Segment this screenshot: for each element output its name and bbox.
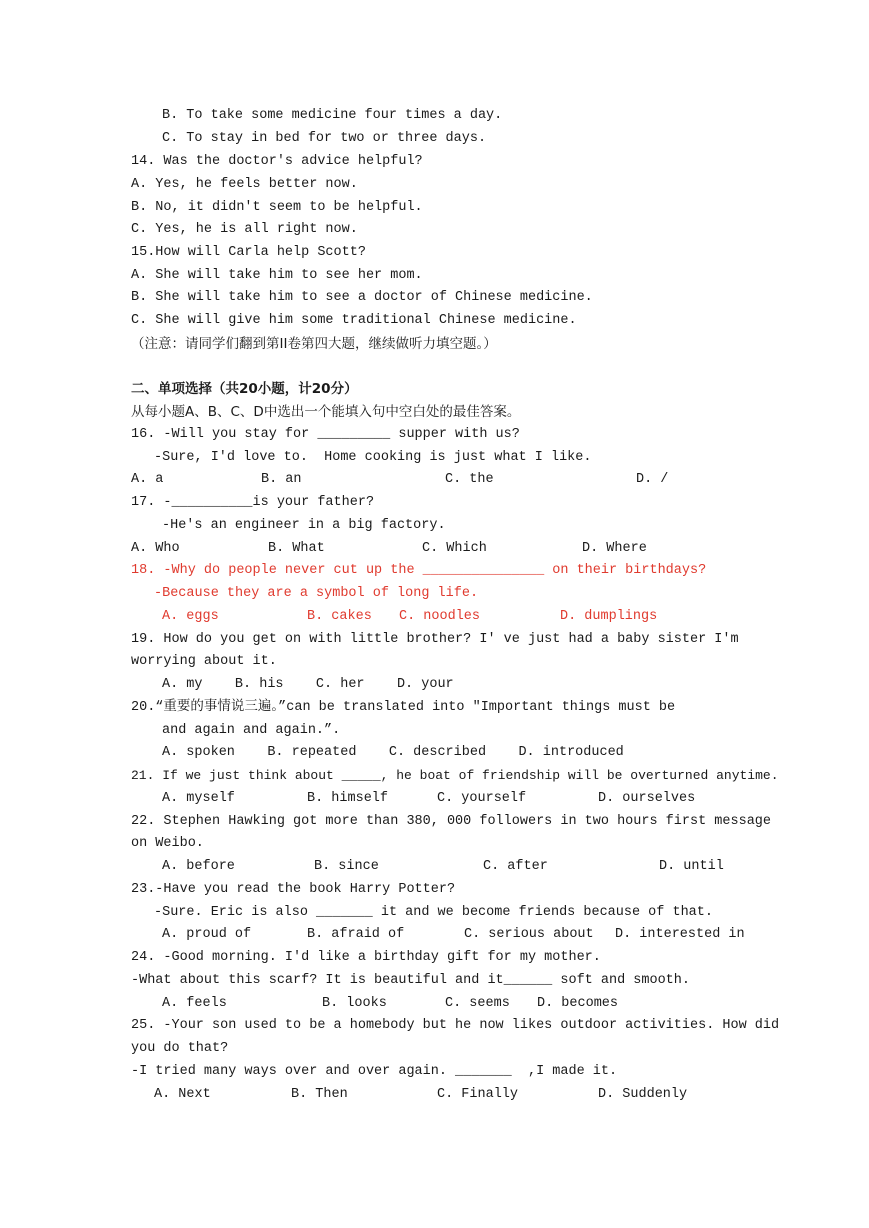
q22-stem-cont: on Weibo. <box>131 836 204 851</box>
q18-option-b: B. cakes <box>307 609 372 624</box>
q22-option-c: C. after <box>483 859 548 874</box>
q25-option-c: C. Finally <box>437 1087 519 1102</box>
q15-option-c: C. She will give him some traditional Chinese medicine. <box>131 313 577 328</box>
section-instruction: 从每小题A、B、C、D中选出一个能填入句中空白处的最佳答案。 <box>131 404 521 420</box>
q22-option-d: D. until <box>659 859 724 874</box>
q17-option-b: B. What <box>268 541 325 556</box>
q16-option-d: D. / <box>636 472 669 487</box>
q25-stem: 25. -Your son used to be a homebody but he now likes outdoor activities. How did <box>131 1018 780 1033</box>
q25-stem-cont: you do that? <box>131 1041 229 1056</box>
q20-stem-cont: and again and again.”. <box>162 723 341 738</box>
q24-response: -What about this scarf? It is beautiful and it______ soft and smooth. <box>131 973 690 988</box>
q16-response: -Sure, I'd love to. Home cooking is just what I like. <box>154 450 592 465</box>
q21-option-d: D. ourselves <box>598 791 696 806</box>
q14-option-b: B. No, it didn't seem to be helpful. <box>131 200 423 215</box>
q21-option-b: B. himself <box>307 791 389 806</box>
q21-option-c: C. yourself <box>437 791 527 806</box>
q25-option-a: A. Next <box>154 1087 211 1102</box>
q23-option-a: A. proud of <box>162 927 252 942</box>
q17-option-c: C. Which <box>422 541 487 556</box>
q24-option-c: C. seems <box>445 996 510 1011</box>
q16-option-c: C. the <box>445 472 494 487</box>
q20-options: A. spoken B. repeated C. described D. introduced <box>162 745 624 760</box>
q24-option-d: D. becomes <box>537 996 619 1011</box>
q16-option-b: B. an <box>261 472 302 487</box>
q17-stem: 17. -__________is your father? <box>131 495 375 510</box>
q25-option-b: B. Then <box>291 1087 348 1102</box>
q16-stem: 16. -Will you stay for _________ supper with us? <box>131 427 520 442</box>
q13-option-b: B. To take some medicine four times a day. <box>162 108 503 123</box>
note: （注意：请同学们翻到第II卷第四大题，继续做听力填空题。） <box>131 336 497 352</box>
q13-option-c: C. To stay in bed for two or three days. <box>162 131 487 146</box>
q14-stem: 14. Was the doctor's advice helpful? <box>131 154 423 169</box>
q23-response: -Sure. Eric is also _______ it and we become friends because of that. <box>154 905 713 920</box>
q15-option-a: A. She will take him to see her mom. <box>131 268 423 283</box>
q24-option-a: A. feels <box>162 996 227 1011</box>
q18-option-d: D. dumplings <box>560 609 658 624</box>
q18-stem: 18. -Why do people never cut up the _______________ on their birthdays? <box>131 563 707 578</box>
q18-option-c: C. noodles <box>399 609 481 624</box>
q16-option-a: A. a <box>131 472 164 487</box>
q23-option-d: D. interested in <box>615 927 745 942</box>
q21-stem: 21. If we just think about _____, he boat of friendship will be overturned anytime. <box>131 768 779 783</box>
q23-stem: 23.-Have you read the book Harry Potter? <box>131 882 456 897</box>
q22-stem: 22. Stephen Hawking got more than 380, 000 followers in two hours first message <box>131 814 772 829</box>
q23-option-b: B. afraid of <box>307 927 405 942</box>
q22-option-a: A. before <box>162 859 235 874</box>
q15-option-b: B. She will take him to see a doctor of Chinese medicine. <box>131 290 593 305</box>
q25-option-d: D. Suddenly <box>598 1087 688 1102</box>
q19-options: A. my B. his C. her D. your <box>162 677 454 692</box>
q18-response: -Because they are a symbol of long life. <box>154 586 479 601</box>
q17-option-a: A. Who <box>131 541 180 556</box>
q17-option-d: D. Where <box>582 541 647 556</box>
q19-stem-cont: worrying about it. <box>131 654 277 669</box>
q15-stem: 15.How will Carla help Scott? <box>131 245 366 260</box>
q19-stem: 19. How do you get on with little brother? I' ve just had a baby sister I'm <box>131 632 739 647</box>
q18-option-a: A. eggs <box>162 609 219 624</box>
section-heading: 二、单项选择（共20小题，计20分） <box>131 381 358 397</box>
q22-option-b: B. since <box>314 859 379 874</box>
q14-option-c: C. Yes, he is all right now. <box>131 222 358 237</box>
q23-option-c: C. serious about <box>464 927 594 942</box>
q14-option-a: A. Yes, he feels better now. <box>131 177 358 192</box>
q21-option-a: A. myself <box>162 791 235 806</box>
q20-stem: 20.“重要的事情说三遍。”can be translated into "Important things must be <box>131 700 676 715</box>
q25-response: -I tried many ways over and over again. _______ ,I made it. <box>131 1064 618 1079</box>
q24-option-b: B. looks <box>322 996 387 1011</box>
q24-stem: 24. -Good morning. I'd like a birthday gift for my mother. <box>131 950 601 965</box>
q17-response: -He's an engineer in a big factory. <box>162 518 446 533</box>
